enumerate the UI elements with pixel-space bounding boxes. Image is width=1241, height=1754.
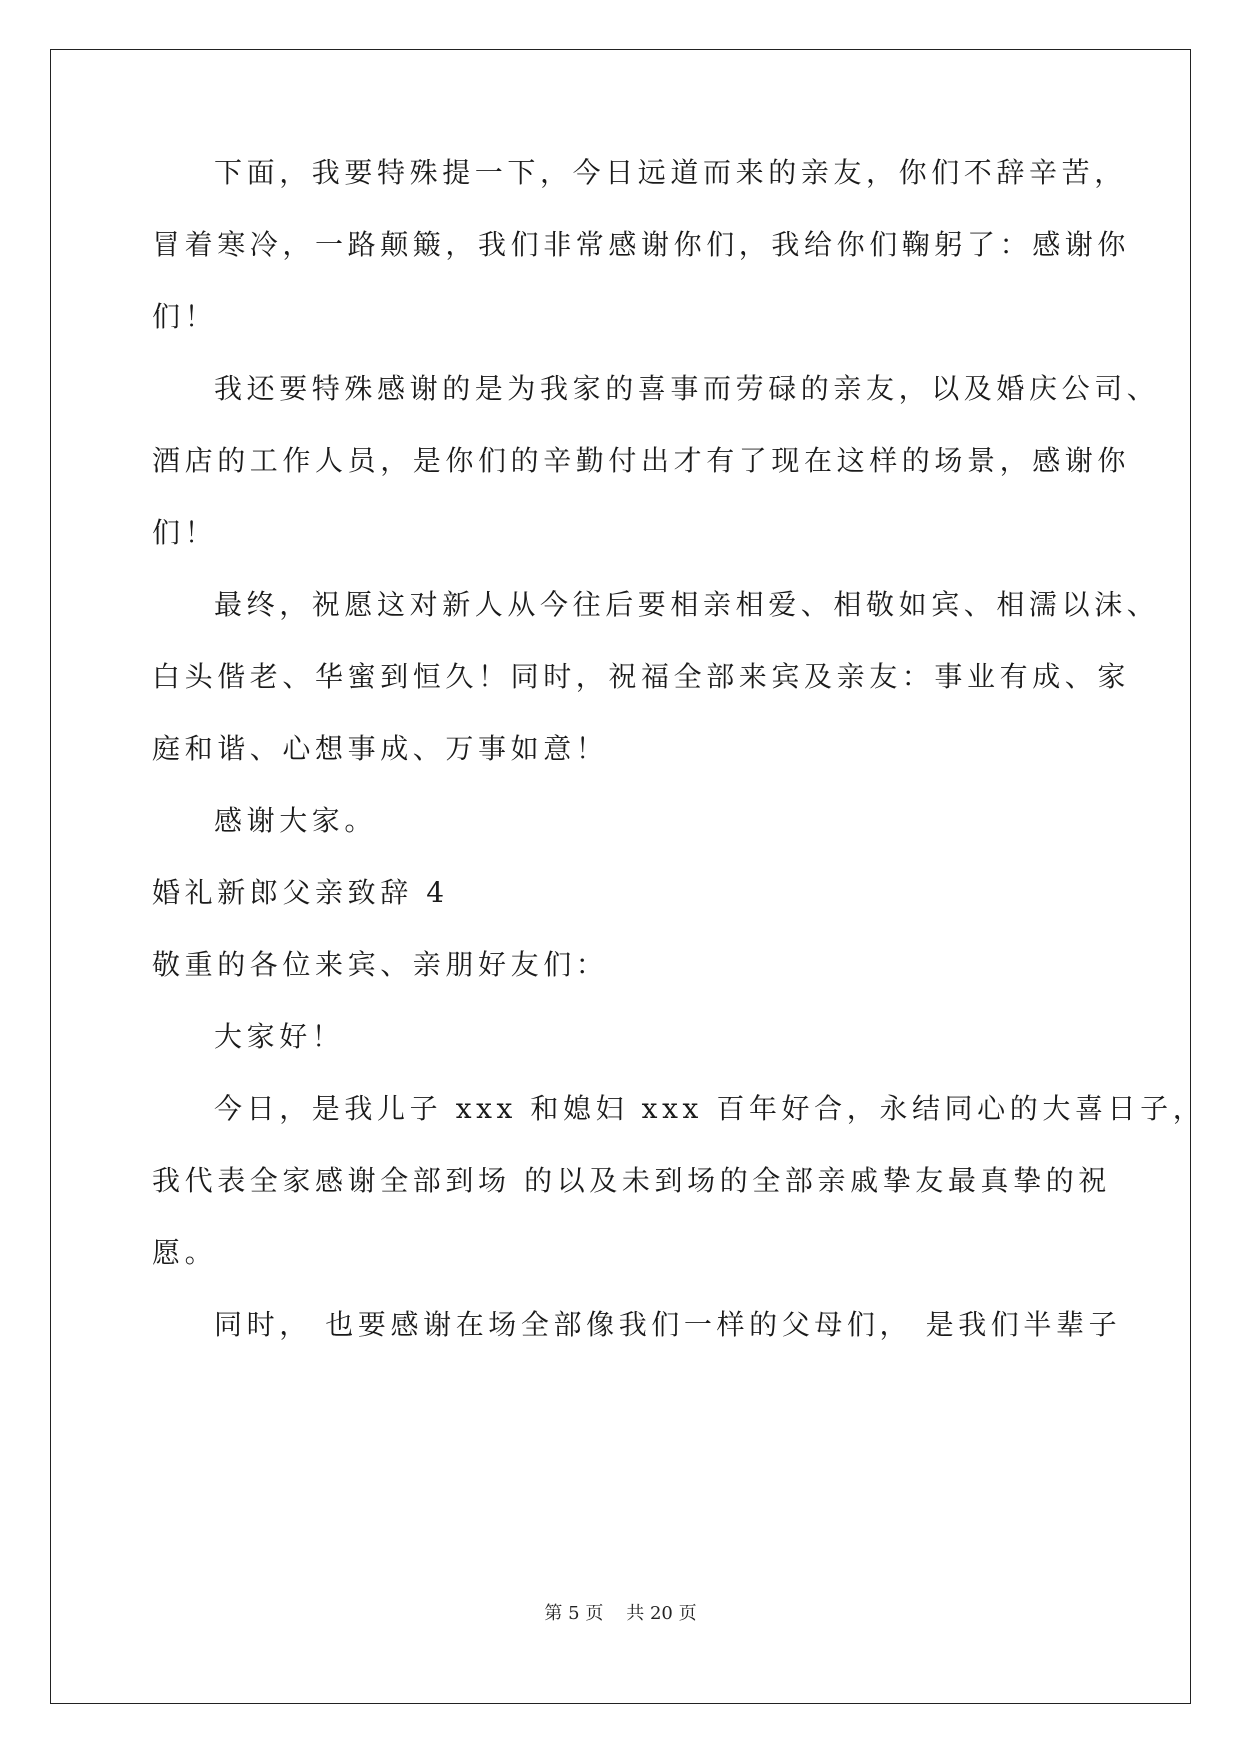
- paragraph-line: 感谢大家。: [214, 804, 378, 837]
- paragraph-line: 愿。: [152, 1236, 218, 1269]
- paragraph-line: 们！: [152, 516, 218, 549]
- paragraph-line: 同时， 也要感谢在场全部像我们一样的父母们， 是我们半辈子: [214, 1308, 1122, 1341]
- page-footer: [0, 1602, 1241, 1626]
- paragraph-line: 今日，是我儿子 xxx 和媳妇 xxx 百年好合，永结同心的大喜日子，: [214, 1092, 1206, 1125]
- paragraph-line: 我代表全家感谢全部到场 的以及未到场的全部亲戚挚友最真挚的祝: [152, 1164, 1111, 1197]
- page-number: 第 5 页: [544, 1603, 604, 1624]
- paragraph-line: 下面，我要特殊提一下，今日远道而来的亲友，你们不辞辛苦，: [214, 156, 1127, 189]
- section-heading: 婚礼新郎父亲致辞 4: [152, 876, 449, 909]
- paragraph-line: 冒着寒冷，一路颠簸，我们非常感谢你们，我给你们鞠躬了：感谢你: [152, 228, 1131, 261]
- paragraph-line: 们！: [152, 300, 218, 333]
- greeting: 大家好！: [214, 1020, 345, 1053]
- salutation: 敬重的各位来宾、亲朋好友们：: [152, 948, 609, 981]
- paragraph-line: 庭和谐、心想事成、万事如意！: [152, 732, 609, 765]
- paragraph-line: 最终，祝愿这对新人从今往后要相亲相爱、相敬如宾、相濡以沫、: [214, 588, 1160, 621]
- paragraph-line: 白头偕老、华蜜到恒久！同时，祝福全部来宾及亲友：事业有成、家: [152, 660, 1131, 693]
- page-total: 共 20 页: [626, 1603, 697, 1624]
- paragraph-line: 我还要特殊感谢的是为我家的喜事而劳碌的亲友，以及婚庆公司、: [214, 372, 1160, 405]
- paragraph-line: 酒店的工作人员，是你们的辛勤付出才有了现在这样的场景，感谢你: [152, 444, 1131, 477]
